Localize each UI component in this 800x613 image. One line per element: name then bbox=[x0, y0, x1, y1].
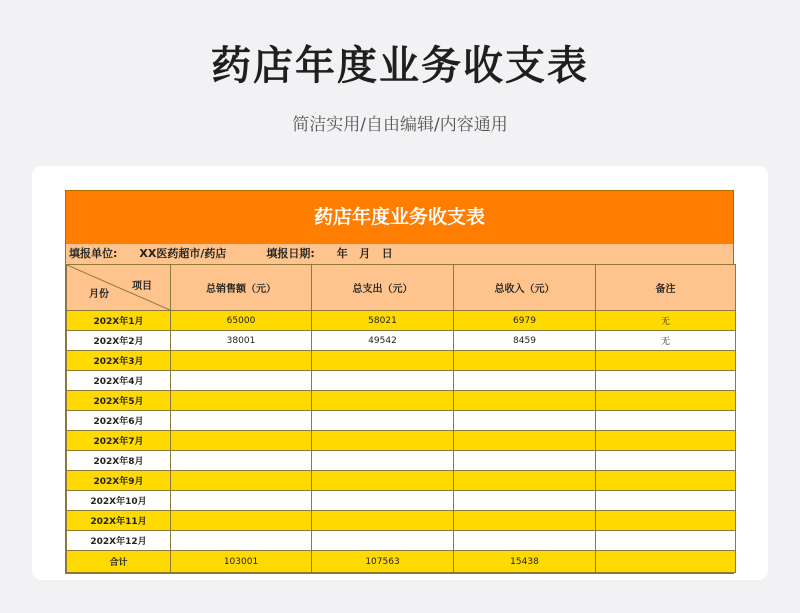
note-cell[interactable]: 无 bbox=[596, 331, 736, 351]
total-label: 合计 bbox=[67, 551, 171, 573]
note-cell[interactable] bbox=[596, 411, 736, 431]
page-title: 药店年度业务收支表 bbox=[211, 43, 589, 89]
table-row bbox=[67, 491, 736, 511]
income-cell[interactable] bbox=[454, 391, 596, 411]
col-note: 备注 bbox=[596, 265, 736, 311]
sales-cell[interactable] bbox=[171, 391, 312, 411]
income-cell[interactable] bbox=[454, 531, 596, 551]
sales-cell[interactable] bbox=[171, 411, 312, 431]
sales-cell[interactable] bbox=[171, 451, 312, 471]
expense-cell[interactable] bbox=[312, 451, 454, 471]
expense-cell[interactable]: 58021 bbox=[312, 311, 454, 331]
note-cell[interactable] bbox=[596, 371, 736, 391]
month-cell: 202X年5月 bbox=[67, 391, 171, 411]
note-cell[interactable] bbox=[596, 451, 736, 471]
sales-cell[interactable] bbox=[171, 351, 312, 371]
expense-cell[interactable] bbox=[312, 511, 454, 531]
expense-cell[interactable] bbox=[312, 431, 454, 451]
note-cell[interactable] bbox=[596, 531, 736, 551]
sheet-title: 药店年度业务收支表 bbox=[66, 191, 733, 243]
table-header-row bbox=[67, 265, 736, 311]
date-label: 填报日期: bbox=[266, 247, 315, 260]
table-row bbox=[67, 511, 736, 531]
expense-cell[interactable] bbox=[312, 471, 454, 491]
month-cell: 202X年1月 bbox=[67, 311, 171, 331]
note-cell[interactable]: 无 bbox=[596, 311, 736, 331]
expense-cell[interactable] bbox=[312, 371, 454, 391]
sales-cell[interactable]: 65000 bbox=[171, 311, 312, 331]
expense-cell[interactable] bbox=[312, 531, 454, 551]
note-cell[interactable] bbox=[596, 471, 736, 491]
sales-cell[interactable] bbox=[171, 371, 312, 391]
table-row bbox=[67, 351, 736, 371]
total-expense-cell[interactable]: 107563 bbox=[312, 551, 454, 573]
income-cell[interactable] bbox=[454, 351, 596, 371]
sales-cell[interactable] bbox=[171, 431, 312, 451]
income-cell[interactable] bbox=[454, 491, 596, 511]
note-cell[interactable] bbox=[596, 491, 736, 511]
col-expense: 总支出（元） bbox=[312, 265, 454, 311]
income-cell[interactable] bbox=[454, 451, 596, 471]
expense-cell[interactable] bbox=[312, 391, 454, 411]
col-income: 总收入（元） bbox=[454, 265, 596, 311]
expense-cell[interactable] bbox=[312, 351, 454, 371]
table-row bbox=[67, 391, 736, 411]
unit-label: 填报单位: bbox=[69, 247, 118, 260]
table-row bbox=[67, 331, 736, 351]
table-row bbox=[67, 371, 736, 391]
diagonal-line bbox=[67, 265, 170, 310]
table-row bbox=[67, 451, 736, 471]
spreadsheet bbox=[65, 190, 734, 574]
month-cell: 202X年7月 bbox=[67, 431, 171, 451]
income-cell[interactable] bbox=[454, 511, 596, 531]
month-cell: 202X年11月 bbox=[67, 511, 171, 531]
note-cell[interactable] bbox=[596, 351, 736, 371]
month-cell: 202X年8月 bbox=[67, 451, 171, 471]
sales-cell[interactable] bbox=[171, 511, 312, 531]
income-cell[interactable]: 6979 bbox=[454, 311, 596, 331]
income-cell[interactable] bbox=[454, 411, 596, 431]
sales-cell[interactable] bbox=[171, 471, 312, 491]
total-sales-cell[interactable]: 103001 bbox=[171, 551, 312, 573]
month-cell: 202X年12月 bbox=[67, 531, 171, 551]
income-cell[interactable] bbox=[454, 371, 596, 391]
income-cell[interactable]: 8459 bbox=[454, 331, 596, 351]
corner-item-label: 项目 bbox=[132, 281, 152, 292]
table-row bbox=[67, 471, 736, 491]
sales-cell[interactable]: 38001 bbox=[171, 331, 312, 351]
income-cell[interactable] bbox=[454, 431, 596, 451]
table-row bbox=[67, 431, 736, 451]
total-row bbox=[67, 551, 736, 573]
page-subtitle: 简洁实用/自由编辑/内容通用 bbox=[292, 115, 508, 135]
month-cell: 202X年10月 bbox=[67, 491, 171, 511]
unit-value[interactable]: XX医药超市/药店 bbox=[139, 247, 227, 260]
table-row bbox=[67, 311, 736, 331]
month-cell: 202X年3月 bbox=[67, 351, 171, 371]
note-cell[interactable] bbox=[596, 511, 736, 531]
table-row bbox=[67, 531, 736, 551]
total-note-cell[interactable] bbox=[596, 551, 736, 573]
expense-cell[interactable] bbox=[312, 411, 454, 431]
corner-month-label: 月份 bbox=[89, 289, 109, 300]
note-cell[interactable] bbox=[596, 431, 736, 451]
note-cell[interactable] bbox=[596, 391, 736, 411]
sales-cell[interactable] bbox=[171, 491, 312, 511]
month-cell: 202X年6月 bbox=[67, 411, 171, 431]
expense-cell[interactable]: 49542 bbox=[312, 331, 454, 351]
total-income-cell[interactable]: 15438 bbox=[454, 551, 596, 573]
date-value[interactable]: 年 月 日 bbox=[336, 247, 393, 260]
month-cell: 202X年4月 bbox=[67, 371, 171, 391]
month-cell: 202X年2月 bbox=[67, 331, 171, 351]
income-cell[interactable] bbox=[454, 471, 596, 491]
expense-cell[interactable] bbox=[312, 491, 454, 511]
month-cell: 202X年9月 bbox=[67, 471, 171, 491]
table-row bbox=[67, 411, 736, 431]
col-sales: 总销售额（元） bbox=[171, 265, 312, 311]
info-row bbox=[66, 243, 733, 264]
sales-cell[interactable] bbox=[171, 531, 312, 551]
data-table bbox=[66, 264, 736, 573]
corner-header bbox=[67, 265, 171, 311]
